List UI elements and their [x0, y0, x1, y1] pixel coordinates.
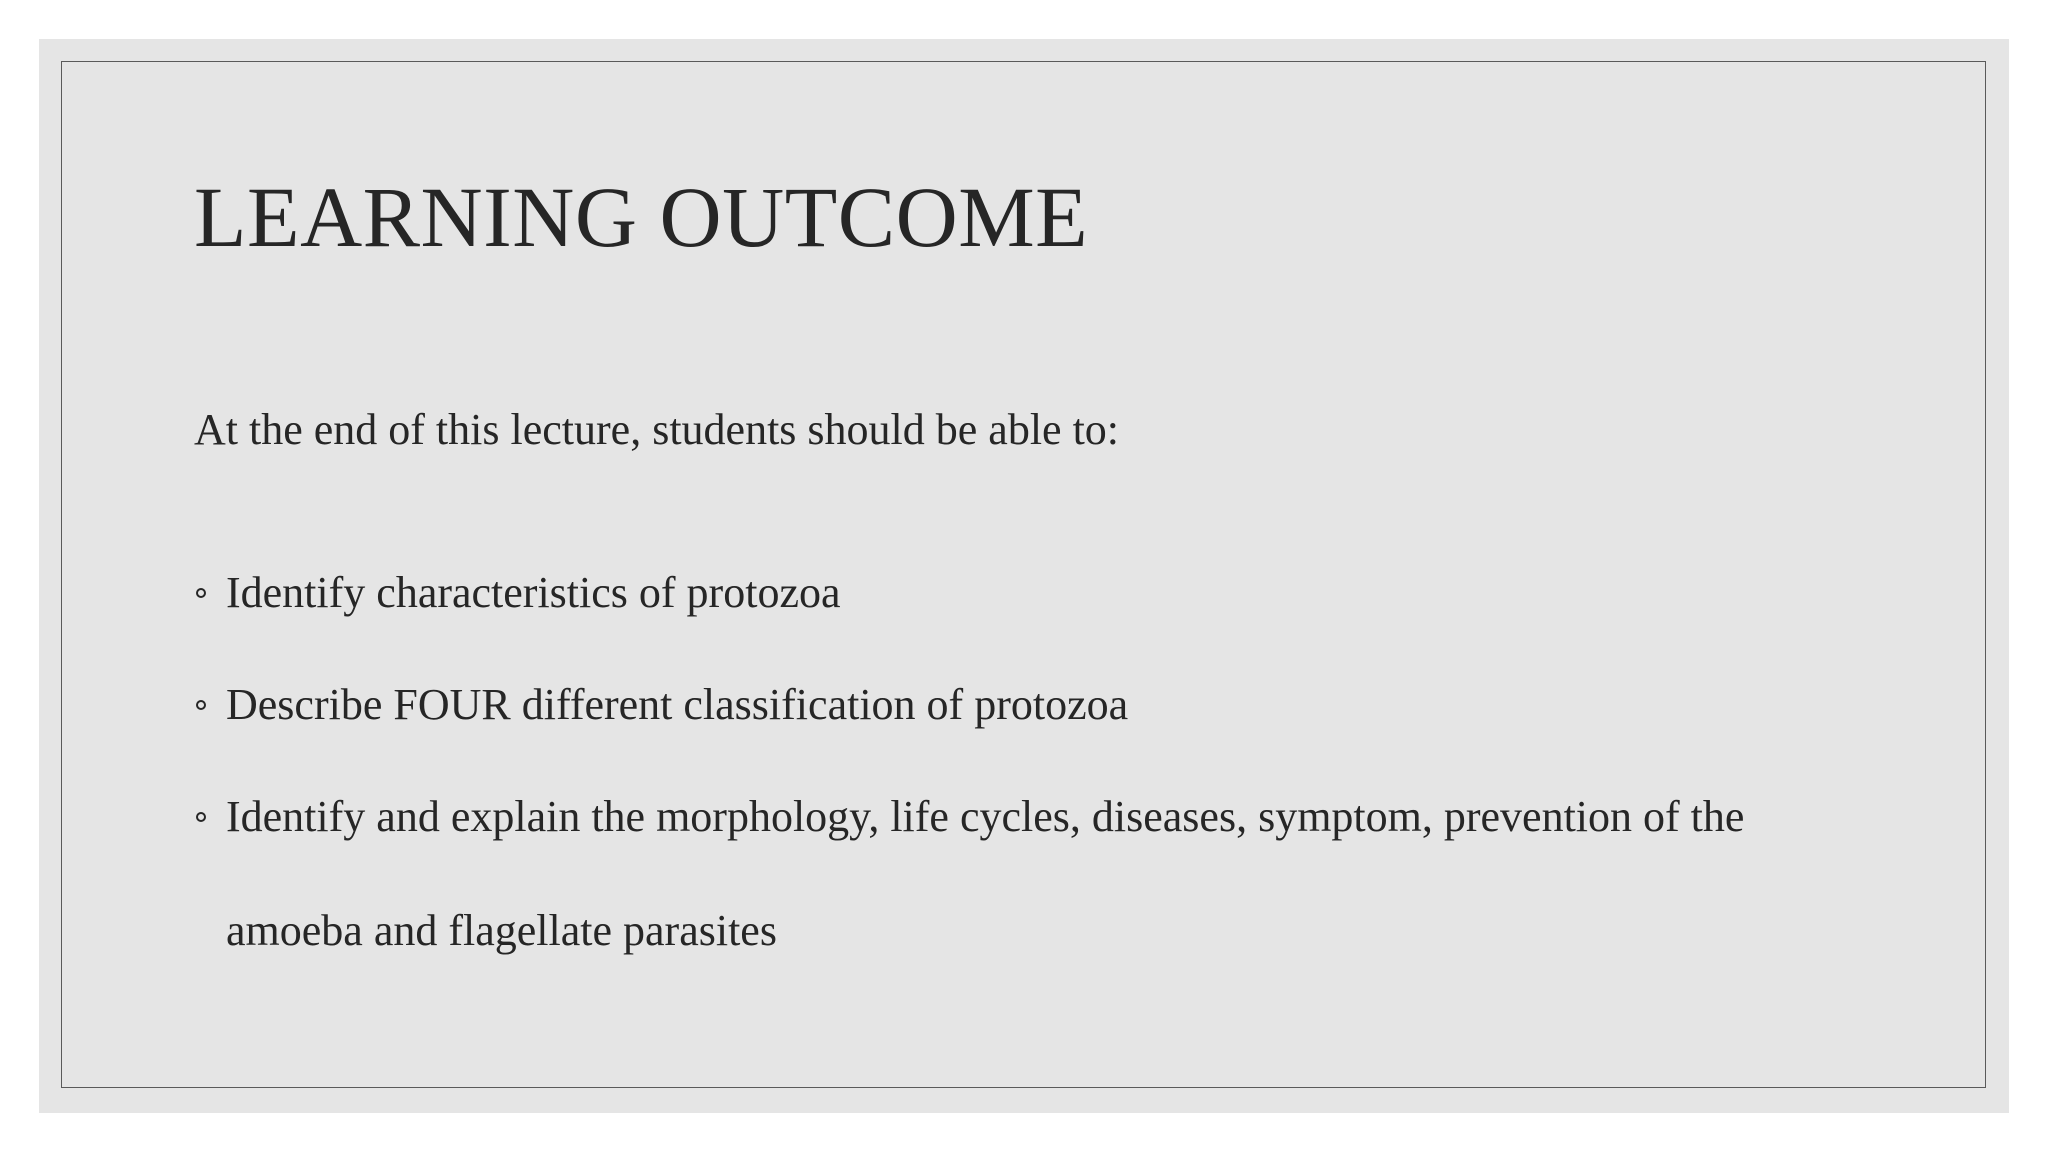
slide-title: LEARNING OUTCOME — [194, 169, 1089, 265]
hollow-circle-bullet-icon — [196, 700, 206, 710]
hollow-circle-bullet-icon — [196, 588, 206, 598]
outcome-item — [194, 760, 1894, 988]
intro-text: At the end of this lecture, students should be able to: — [194, 405, 1120, 454]
outcome-text: Identify characteristics of protozoa — [226, 568, 841, 617]
outcome-text: Identify and explain the morphology, life cycles, diseases, symptom, prevention of the amoeba and flagellate parasites — [226, 792, 1745, 955]
learning-outcome-list — [194, 536, 1894, 988]
outcome-item — [194, 648, 1894, 762]
hollow-circle-bullet-icon — [196, 812, 206, 822]
outcome-text: Describe FOUR different classification of protozoa — [226, 680, 1129, 729]
outcome-item — [194, 536, 1894, 650]
